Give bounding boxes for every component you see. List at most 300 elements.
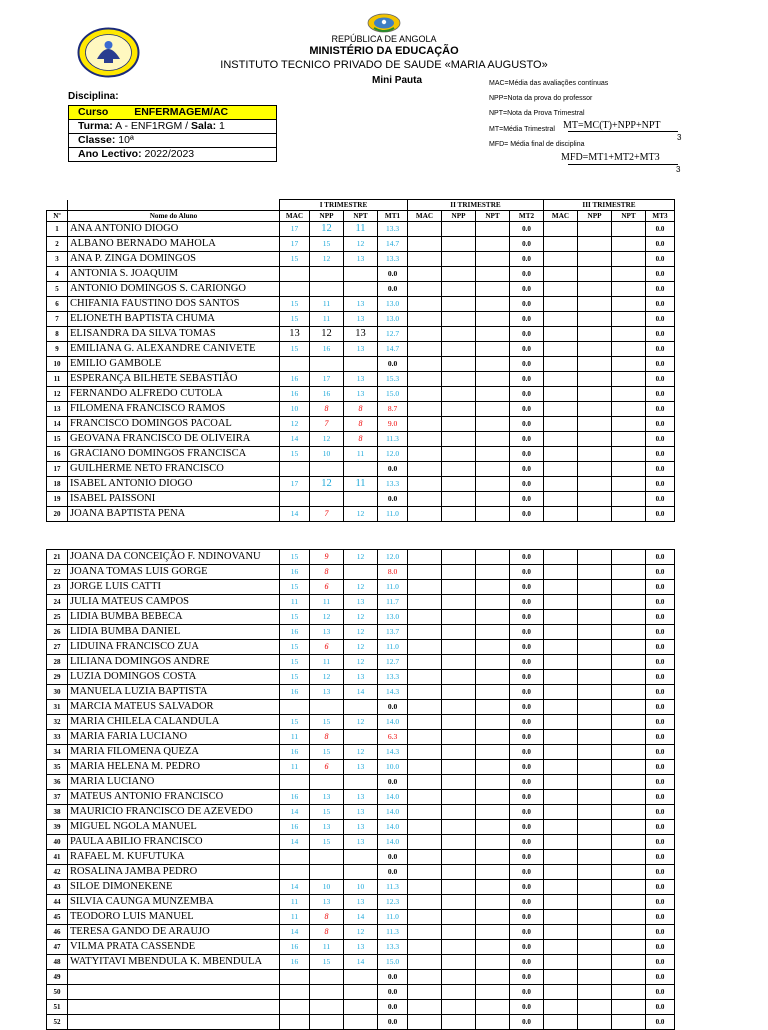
mac3-grade: [544, 685, 578, 700]
mac3-grade: [544, 745, 578, 760]
mt1-average: 13.0: [378, 297, 408, 312]
mt3-average: 0.0: [646, 1015, 675, 1030]
student-name: MAURICIO FRANCISCO DE AZEVEDO: [68, 805, 280, 820]
mac3-grade: [544, 955, 578, 970]
mac-grade: [280, 462, 310, 477]
mac3-grade: [544, 820, 578, 835]
npp-grade: 13: [310, 790, 344, 805]
npt3-grade: [612, 940, 646, 955]
npt-grade: [344, 282, 378, 297]
row-number: 30: [47, 685, 68, 700]
npt3-grade: [612, 640, 646, 655]
mt1-average: 14.0: [378, 715, 408, 730]
npp3-grade: [578, 655, 612, 670]
mac3-grade: [544, 790, 578, 805]
student-name: MARIA HELENA M. PEDRO: [68, 760, 280, 775]
npp3-grade: [578, 237, 612, 252]
table-row: [47, 730, 675, 745]
mac-grade: 16: [280, 372, 310, 387]
curso-value: ENFERMAGEM/AC: [134, 106, 229, 118]
mt1-average: 14.0: [378, 805, 408, 820]
npt2-grade: [476, 655, 510, 670]
t3-npt-header: NPT: [612, 211, 646, 222]
npt-grade: 13: [344, 342, 378, 357]
mt2-average: 0.0: [510, 820, 544, 835]
npt-grade: 11: [344, 447, 378, 462]
npp-grade: 8: [310, 730, 344, 745]
npt3-grade: [612, 685, 646, 700]
npt-grade: [344, 700, 378, 715]
mt3-average: 0.0: [646, 550, 675, 565]
npt2-grade: [476, 745, 510, 760]
npt2-grade: [476, 880, 510, 895]
student-name: CHIFANIA FAUSTINO DOS SANTOS: [68, 297, 280, 312]
table-row: [47, 985, 675, 1000]
npp3-grade: [578, 805, 612, 820]
student-name: JULIA MATEUS CAMPOS: [68, 595, 280, 610]
npt2-grade: [476, 417, 510, 432]
mac-grade: 16: [280, 387, 310, 402]
abbreviation-legend: [489, 76, 608, 152]
mac3-grade: [544, 580, 578, 595]
mac-grade: 11: [280, 895, 310, 910]
mt1-average: 8.7: [378, 402, 408, 417]
mt1-average: 11.3: [378, 432, 408, 447]
mac-grade: 15: [280, 252, 310, 267]
mt1-average: 12.7: [378, 327, 408, 342]
npp2-grade: [442, 507, 476, 522]
npp2-grade: [442, 790, 476, 805]
npp-grade: 8: [310, 925, 344, 940]
mt1-average: 0.0: [378, 492, 408, 507]
mt3-average: 0.0: [646, 387, 675, 402]
mac3-grade: [544, 447, 578, 462]
npt3-grade: [612, 850, 646, 865]
mt2-average: 0.0: [510, 640, 544, 655]
npt-grade: 12: [344, 507, 378, 522]
npp-grade: 6: [310, 640, 344, 655]
mac2-grade: [408, 625, 442, 640]
npt-grade: [344, 970, 378, 985]
mt2-average: 0.0: [510, 655, 544, 670]
npt-grade: 12: [344, 610, 378, 625]
npt2-grade: [476, 402, 510, 417]
mac3-grade: [544, 565, 578, 580]
npt2-grade: [476, 507, 510, 522]
npt2-grade: [476, 850, 510, 865]
student-name: JOANA BAPTISTA PENA: [68, 507, 280, 522]
mt3-average: 0.0: [646, 790, 675, 805]
ano-cell: [69, 148, 277, 162]
npp-grade: [310, 970, 344, 985]
mac2-grade: [408, 477, 442, 492]
mac3-grade: [544, 595, 578, 610]
mt3-average: 0.0: [646, 222, 675, 237]
mt1-average: 14.7: [378, 342, 408, 357]
mac2-grade: [408, 1015, 442, 1030]
mt1-average: 0.0: [378, 985, 408, 1000]
mt2-average: 0.0: [510, 432, 544, 447]
mt2-average: 0.0: [510, 760, 544, 775]
npp3-grade: [578, 835, 612, 850]
mac3-grade: [544, 640, 578, 655]
npp-grade: 13: [310, 685, 344, 700]
npp2-grade: [442, 985, 476, 1000]
npp3-grade: [578, 252, 612, 267]
npp-grade: [310, 357, 344, 372]
npp3-grade: [578, 447, 612, 462]
mac3-grade: [544, 282, 578, 297]
student-name: FRANCISCO DOMINGOS PACOAL: [68, 417, 280, 432]
table-row: [47, 880, 675, 895]
table-row: [47, 865, 675, 880]
npt-grade: [344, 865, 378, 880]
npp-grade: 10: [310, 447, 344, 462]
table-row: [47, 700, 675, 715]
mt3-average: 0.0: [646, 805, 675, 820]
mac-grade: 12: [280, 417, 310, 432]
table-row: [47, 640, 675, 655]
mt1-average: 11.0: [378, 507, 408, 522]
mac2-grade: [408, 820, 442, 835]
npt3-grade: [612, 895, 646, 910]
npp2-grade: [442, 477, 476, 492]
npp-grade: 12: [310, 610, 344, 625]
student-name: [68, 1015, 280, 1030]
student-name: ROSALINA JAMBA PEDRO: [68, 865, 280, 880]
mt3-average: 0.0: [646, 745, 675, 760]
row-number: 50: [47, 985, 68, 1000]
npt3-grade: [612, 760, 646, 775]
mac2-grade: [408, 267, 442, 282]
npp-grade: [310, 985, 344, 1000]
mt3-average: 0.0: [646, 910, 675, 925]
row-number: 42: [47, 865, 68, 880]
mac-grade: 13: [280, 327, 310, 342]
col-no-header: Nº: [47, 211, 68, 222]
mt1-average: 15.3: [378, 372, 408, 387]
mt3-average: 0.0: [646, 835, 675, 850]
mt3-average: 0.0: [646, 715, 675, 730]
mt2-average: 0.0: [510, 790, 544, 805]
mac2-grade: [408, 565, 442, 580]
mac-grade: 16: [280, 820, 310, 835]
mt2-average: 0.0: [510, 327, 544, 342]
mt1-average: 11.0: [378, 580, 408, 595]
row-number: 45: [47, 910, 68, 925]
npp3-grade: [578, 850, 612, 865]
mt1-average: 14.0: [378, 835, 408, 850]
mac-grade: 10: [280, 402, 310, 417]
npt3-grade: [612, 252, 646, 267]
npp2-grade: [442, 700, 476, 715]
classe-value: 10ª: [118, 134, 134, 146]
curso-label: Curso: [78, 106, 109, 118]
mt2-average: 0.0: [510, 550, 544, 565]
npp2-grade: [442, 595, 476, 610]
npt3-grade: [612, 925, 646, 940]
mt3-average: 0.0: [646, 820, 675, 835]
npt2-grade: [476, 700, 510, 715]
mac2-grade: [408, 790, 442, 805]
npt3-grade: [612, 402, 646, 417]
row-number: 18: [47, 477, 68, 492]
npt2-grade: [476, 820, 510, 835]
npt3-grade: [612, 1015, 646, 1030]
npt2-grade: [476, 372, 510, 387]
mt3-average: 0.0: [646, 985, 675, 1000]
mt1-average: 13.3: [378, 670, 408, 685]
mac-grade: [280, 970, 310, 985]
mt3-average: 0.0: [646, 865, 675, 880]
mt2-average: 0.0: [510, 595, 544, 610]
npt2-grade: [476, 970, 510, 985]
mt2-average: 0.0: [510, 267, 544, 282]
mac3-grade: [544, 760, 578, 775]
npt2-grade: [476, 985, 510, 1000]
npp3-grade: [578, 507, 612, 522]
student-name: ISABEL PAISSONI: [68, 492, 280, 507]
npp3-grade: [578, 670, 612, 685]
mt2-average: 0.0: [510, 850, 544, 865]
npp2-grade: [442, 850, 476, 865]
mt3-average: 0.0: [646, 685, 675, 700]
row-number: 1: [47, 222, 68, 237]
student-name: GUILHERME NETO FRANCISCO: [68, 462, 280, 477]
npp-grade: 12: [310, 670, 344, 685]
npt3-grade: [612, 282, 646, 297]
mt2-average: 0.0: [510, 775, 544, 790]
npp3-grade: [578, 297, 612, 312]
student-name: [68, 970, 280, 985]
npp-grade: 9: [310, 550, 344, 565]
npp-grade: 15: [310, 237, 344, 252]
row-number: 5: [47, 282, 68, 297]
mac3-grade: [544, 327, 578, 342]
npt-grade: [344, 985, 378, 1000]
npp3-grade: [578, 775, 612, 790]
class-info-table: [68, 105, 277, 162]
mac2-grade: [408, 760, 442, 775]
npp2-grade: [442, 580, 476, 595]
row-number: 33: [47, 730, 68, 745]
student-name: GEOVANA FRANCISCO DE OLIVEIRA: [68, 432, 280, 447]
npt-grade: [344, 462, 378, 477]
row-number: 46: [47, 925, 68, 940]
table-row: [47, 222, 675, 237]
row-number: 16: [47, 447, 68, 462]
npt3-grade: [612, 267, 646, 282]
mt2-average: 0.0: [510, 895, 544, 910]
mac3-grade: [544, 835, 578, 850]
npt2-grade: [476, 760, 510, 775]
mac2-grade: [408, 670, 442, 685]
npp-grade: 13: [310, 895, 344, 910]
mt1-average: 0.0: [378, 700, 408, 715]
mt2-average: 0.0: [510, 402, 544, 417]
mac-grade: 17: [280, 222, 310, 237]
npt3-grade: [612, 492, 646, 507]
mac2-grade: [408, 970, 442, 985]
mt1-average: 13.7: [378, 625, 408, 640]
npt2-grade: [476, 595, 510, 610]
t2-npp-header: NPP: [442, 211, 476, 222]
legend-npt: NPT=Nota da Prova Trimestral: [489, 110, 585, 118]
mt2-average: 0.0: [510, 565, 544, 580]
mt1-average: 13.0: [378, 312, 408, 327]
npt3-grade: [612, 297, 646, 312]
mt1-average: 12.7: [378, 655, 408, 670]
npp-grade: 10: [310, 880, 344, 895]
trimester-1-header: I TRIMESTRE: [280, 200, 408, 211]
npt2-grade: [476, 805, 510, 820]
mac2-grade: [408, 730, 442, 745]
mt1-average: 10.0: [378, 760, 408, 775]
grades-table-part-2: [46, 549, 675, 1030]
npt-grade: [344, 492, 378, 507]
mt1-average: 6.3: [378, 730, 408, 745]
mt1-average: 12.3: [378, 895, 408, 910]
student-name: LILIANA DOMINGOS ANDRE: [68, 655, 280, 670]
mt3-average: 0.0: [646, 625, 675, 640]
mac3-grade: [544, 222, 578, 237]
npp-grade: 12: [310, 252, 344, 267]
mac-grade: 14: [280, 507, 310, 522]
npp2-grade: [442, 432, 476, 447]
turma-value: A - ENF1RGM: [115, 120, 183, 132]
npt3-grade: [612, 955, 646, 970]
npt2-grade: [476, 565, 510, 580]
npp2-grade: [442, 655, 476, 670]
npp3-grade: [578, 625, 612, 640]
mt1-average: 13.3: [378, 940, 408, 955]
student-name: WATYITAVI MBENDULA K. MBENDULA: [68, 955, 280, 970]
student-name: VILMA PRATA CASSENDE: [68, 940, 280, 955]
npp2-grade: [442, 417, 476, 432]
student-name: ANTONIA S. JOAQUIM: [68, 267, 280, 282]
row-number: 41: [47, 850, 68, 865]
mac2-grade: [408, 850, 442, 865]
t1-npp-header: NPP: [310, 211, 344, 222]
npt2-grade: [476, 327, 510, 342]
npp3-grade: [578, 700, 612, 715]
mt3-average: 0.0: [646, 580, 675, 595]
formula-mfd: MFD=MT1+MT2+MT3: [561, 152, 660, 163]
mac2-grade: [408, 610, 442, 625]
mac3-grade: [544, 312, 578, 327]
mt2-average: 0.0: [510, 880, 544, 895]
mt3-average: 0.0: [646, 760, 675, 775]
npp2-grade: [442, 625, 476, 640]
mac2-grade: [408, 595, 442, 610]
mac-grade: 16: [280, 685, 310, 700]
table-row: [47, 955, 675, 970]
table-row: [47, 267, 675, 282]
doc-title: Mini Pauta: [372, 75, 423, 86]
mt2-average: 0.0: [510, 805, 544, 820]
mac3-grade: [544, 655, 578, 670]
mt3-average: 0.0: [646, 342, 675, 357]
mac2-grade: [408, 447, 442, 462]
npt2-grade: [476, 925, 510, 940]
mt1-average: 0.0: [378, 970, 408, 985]
student-name: TEODORO LUIS MANUEL: [68, 910, 280, 925]
npp2-grade: [442, 775, 476, 790]
mac2-grade: [408, 940, 442, 955]
table-row: [47, 477, 675, 492]
table-row: [47, 670, 675, 685]
npt3-grade: [612, 580, 646, 595]
mac2-grade: [408, 387, 442, 402]
mt1-average: 11.7: [378, 595, 408, 610]
npp-grade: [310, 1015, 344, 1030]
row-number: 24: [47, 595, 68, 610]
turma-label: Turma:: [78, 120, 113, 132]
mac-grade: 16: [280, 565, 310, 580]
npt3-grade: [612, 625, 646, 640]
npp2-grade: [442, 640, 476, 655]
npp3-grade: [578, 820, 612, 835]
npp3-grade: [578, 580, 612, 595]
mt2-average: 0.0: [510, 1015, 544, 1030]
t2-mac-header: MAC: [408, 211, 442, 222]
npp-grade: 7: [310, 417, 344, 432]
student-name: [68, 985, 280, 1000]
classe-cell: [69, 134, 277, 148]
table-row: [47, 925, 675, 940]
formula-mt: MT=MC(T)+NPP+NPT: [563, 120, 661, 131]
npp2-grade: [442, 327, 476, 342]
row-number: 36: [47, 775, 68, 790]
table-row: [47, 790, 675, 805]
mac3-grade: [544, 417, 578, 432]
classe-label: Classe:: [78, 134, 116, 146]
formula-mfd-divisor: 3: [676, 165, 681, 174]
npp3-grade: [578, 970, 612, 985]
npt-grade: 13: [344, 805, 378, 820]
npt-grade: 13: [344, 670, 378, 685]
mt1-average: 14.0: [378, 820, 408, 835]
table-row: [47, 580, 675, 595]
npp-grade: [310, 282, 344, 297]
npt2-grade: [476, 237, 510, 252]
row-number: 10: [47, 357, 68, 372]
mac3-grade: [544, 880, 578, 895]
npt3-grade: [612, 985, 646, 1000]
npp-grade: 11: [310, 940, 344, 955]
npt-grade: 13: [344, 940, 378, 955]
mt1-average: 0.0: [378, 775, 408, 790]
student-name: [68, 1000, 280, 1015]
mac3-grade: [544, 625, 578, 640]
npt2-grade: [476, 640, 510, 655]
mt2-average: 0.0: [510, 700, 544, 715]
npt-grade: 8: [344, 402, 378, 417]
mt1-average: 15.0: [378, 387, 408, 402]
npp-grade: [310, 462, 344, 477]
mac-grade: 14: [280, 925, 310, 940]
npt-grade: 13: [344, 297, 378, 312]
mac-grade: 17: [280, 477, 310, 492]
npp3-grade: [578, 760, 612, 775]
mt2-average: 0.0: [510, 297, 544, 312]
npp2-grade: [442, 252, 476, 267]
npt-grade: 14: [344, 685, 378, 700]
npp3-grade: [578, 222, 612, 237]
mt2-average: 0.0: [510, 985, 544, 1000]
sala-label: Sala:: [191, 120, 217, 132]
row-number: 26: [47, 625, 68, 640]
